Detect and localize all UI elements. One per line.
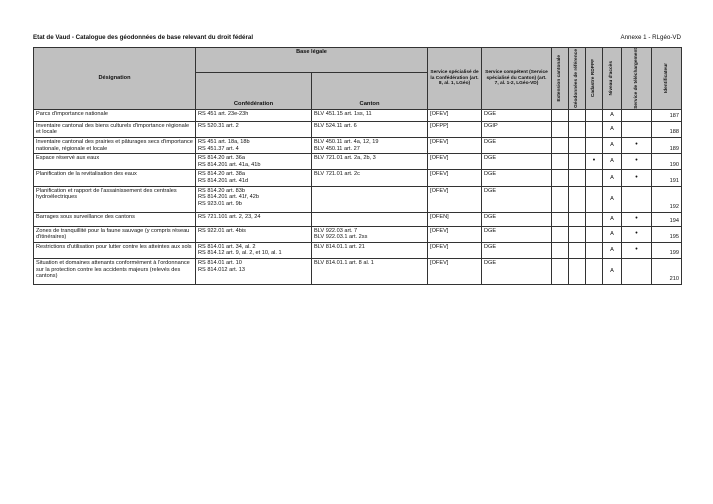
- service-specialise-cell: [OFEV]: [428, 242, 482, 258]
- service-specialise-cell: [OFEV]: [428, 258, 482, 284]
- niveau-acces-cell: A: [603, 121, 622, 137]
- extension-cantonale-cell: [552, 212, 569, 226]
- table-row: [34, 137, 682, 153]
- designation-cell: Situation et domaines attenants conformément à l'ordonnance sur la protection contre les accidents majeurs (relevés des cantons): [34, 258, 196, 284]
- service-competent-cell: DGE: [482, 170, 552, 186]
- identificateur-cell: 194: [652, 212, 682, 226]
- geodonnees-reference-cell: [569, 170, 586, 186]
- annex-label: Annexe 1 - RLgéo-VD: [620, 34, 681, 41]
- geodata-catalogue-table: [33, 47, 682, 285]
- confederation-cell-line: RS 451 art. 23e-23h: [198, 110, 249, 117]
- canton-cell: [312, 121, 428, 137]
- extension-cantonale-cell: [552, 258, 569, 284]
- table-row: [34, 212, 682, 226]
- canton-cell-line: BLV 814.01.1 art. 8 al. 1: [314, 259, 374, 266]
- service-competent-cell: DGE: [482, 154, 552, 170]
- geodonnees-reference-cell: [569, 121, 586, 137]
- col-service-specialise: Service spécialisé de la Confédération (art. 8, al. 1, LGéo): [428, 48, 482, 110]
- confederation-cell-line: RS 721.101 art. 2, 23, 24: [198, 213, 261, 220]
- canton-cell-line: BLV 524.11 art. 6: [314, 122, 357, 129]
- canton-cell: [312, 226, 428, 242]
- geodonnees-reference-cell: [569, 212, 586, 226]
- service-telechargement-cell: [622, 121, 652, 137]
- canton-cell: [312, 242, 428, 258]
- geodonnees-reference-cell: [569, 258, 586, 284]
- col-designation: Désignation: [34, 48, 196, 110]
- confederation-cell: [196, 121, 312, 137]
- col-extension-cantonale: Extension cantonale: [552, 48, 569, 110]
- confederation-cell-line: RS 922.01 art. 4bis: [198, 227, 246, 234]
- table-row: [34, 154, 682, 170]
- canton-cell: [312, 170, 428, 186]
- confederation-cell-line: RS 520.31 art. 2: [198, 122, 239, 129]
- confederation-cell: [196, 109, 312, 121]
- canton-cell: [312, 258, 428, 284]
- identificateur-cell: 199: [652, 242, 682, 258]
- cadastre-rdppf-cell: [586, 186, 603, 212]
- canton-cell: [312, 154, 428, 170]
- cadastre-rdppf-cell: [586, 170, 603, 186]
- cadastre-rdppf-cell: [586, 137, 603, 153]
- identificateur-cell: 192: [652, 186, 682, 212]
- service-specialise-cell: [OFEN]: [428, 212, 482, 226]
- canton-cell-line: BLV 922.03.1 art. 2ss: [314, 234, 368, 241]
- geodonnees-reference-cell: [569, 137, 586, 153]
- canton-cell: [312, 212, 428, 226]
- col-canton: Canton: [312, 72, 428, 109]
- confederation-cell: [196, 258, 312, 284]
- extension-cantonale-cell: [552, 226, 569, 242]
- table-body: [34, 109, 682, 284]
- designation-cell: Parcs d'importance nationale: [34, 109, 196, 121]
- designation-cell: Inventaire cantonal des biens culturels d'importance régionale et locale: [34, 121, 196, 137]
- confederation-cell-line: RS 814.012 art. 13: [198, 266, 245, 273]
- identificateur-cell: 188: [652, 121, 682, 137]
- cadastre-rdppf-cell: [586, 226, 603, 242]
- confederation-cell: [196, 186, 312, 212]
- identificateur-cell: 195: [652, 226, 682, 242]
- extension-cantonale-cell: [552, 242, 569, 258]
- service-competent-cell: DGIP: [482, 121, 552, 137]
- geodonnees-reference-cell: [569, 242, 586, 258]
- canton-cell: [312, 137, 428, 153]
- service-telechargement-cell: [622, 109, 652, 121]
- service-competent-cell: DGE: [482, 186, 552, 212]
- designation-cell: Inventaire cantonal des prairies et pâturages secs d'importance nationale, régionale et locale: [34, 137, 196, 153]
- geodonnees-reference-cell: [569, 186, 586, 212]
- designation-cell: Planification et rapport de l'assainissement des centrales hydroélectriques: [34, 186, 196, 212]
- canton-cell-line: BLV 814.01.1 art. 21: [314, 243, 365, 250]
- service-telechargement-cell: •: [622, 137, 652, 153]
- extension-cantonale-cell: [552, 154, 569, 170]
- col-confederation: Confédération: [196, 72, 312, 109]
- confederation-cell-line: RS 814.20 art. 83b: [198, 187, 245, 194]
- confederation-cell-line: RS 814.01 art. 10: [198, 259, 242, 266]
- canton-cell-line: BLV 721.01 art. 2a, 2b, 3: [314, 155, 376, 162]
- niveau-acces-cell: A: [603, 186, 622, 212]
- confederation-cell: [196, 154, 312, 170]
- niveau-acces-cell: A: [603, 137, 622, 153]
- cadastre-rdppf-cell: •: [586, 154, 603, 170]
- service-telechargement-cell: •: [622, 242, 652, 258]
- cadastre-rdppf-cell: [586, 212, 603, 226]
- niveau-acces-cell: A: [603, 170, 622, 186]
- extension-cantonale-cell: [552, 137, 569, 153]
- identificateur-cell: 187: [652, 109, 682, 121]
- service-telechargement-cell: •: [622, 226, 652, 242]
- cadastre-rdppf-cell: [586, 258, 603, 284]
- service-competent-cell: DGE: [482, 242, 552, 258]
- service-specialise-cell: [OFEV]: [428, 186, 482, 212]
- service-specialise-cell: [OFEV]: [428, 137, 482, 153]
- extension-cantonale-cell: [552, 186, 569, 212]
- cadastre-rdppf-cell: [586, 121, 603, 137]
- niveau-acces-cell: A: [603, 154, 622, 170]
- niveau-acces-cell: A: [603, 212, 622, 226]
- table-row: [34, 258, 682, 284]
- niveau-acces-cell: A: [603, 242, 622, 258]
- service-specialise-cell: [OFEV]: [428, 109, 482, 121]
- identificateur-cell: 210: [652, 258, 682, 284]
- cadastre-rdppf-cell: [586, 242, 603, 258]
- canton-cell: [312, 186, 428, 212]
- confederation-cell-line: RS 814.20 art. 38a: [198, 171, 245, 178]
- service-telechargement-cell: [622, 186, 652, 212]
- canton-cell-line: BLV 451.15 art. 1ss, 11: [314, 110, 372, 117]
- document-title: Etat de Vaud - Catalogue des géodonnées de base relevant du droit fédéral: [33, 34, 254, 41]
- confederation-cell: [196, 212, 312, 226]
- table-row: [34, 109, 682, 121]
- service-telechargement-cell: •: [622, 154, 652, 170]
- designation-cell: Zones de tranquillité pour la faune sauvage (y compris réseau d'itinéraires): [34, 226, 196, 242]
- service-specialise-cell: [OFEV]: [428, 226, 482, 242]
- col-base-legale: Base légale: [196, 48, 428, 73]
- confederation-cell-line: RS 814.201 art. 41d: [198, 177, 249, 184]
- service-competent-cell: DGE: [482, 109, 552, 121]
- niveau-acces-cell: A: [603, 258, 622, 284]
- designation-cell: Espace réservé aux eaux: [34, 154, 196, 170]
- confederation-cell-line: RS 451 art. 18a, 18b: [198, 138, 250, 145]
- service-specialise-cell: [OFEV]: [428, 170, 482, 186]
- table-row: [34, 186, 682, 212]
- table-row: [34, 226, 682, 242]
- service-telechargement-cell: •: [622, 170, 652, 186]
- col-cadastre-rdppf: Cadastre RDPPF: [586, 48, 603, 110]
- confederation-cell: [196, 137, 312, 153]
- geodonnees-reference-cell: [569, 109, 586, 121]
- extension-cantonale-cell: [552, 121, 569, 137]
- col-identificateur: Identificateur: [652, 48, 682, 110]
- identificateur-cell: 191: [652, 170, 682, 186]
- service-specialise-cell: [OFPP]: [428, 121, 482, 137]
- confederation-cell-line: RS 923.01 art. 9b: [198, 200, 242, 207]
- identificateur-cell: 190: [652, 154, 682, 170]
- extension-cantonale-cell: [552, 109, 569, 121]
- service-telechargement-cell: •: [622, 212, 652, 226]
- confederation-cell-line: RS 814.12 art. 9, al. 2, et 10, al. 1: [198, 250, 282, 257]
- confederation-cell: [196, 242, 312, 258]
- geodonnees-reference-cell: [569, 154, 586, 170]
- service-competent-cell: DGE: [482, 137, 552, 153]
- col-service-telechargement: Service de téléchargement: [622, 48, 652, 110]
- confederation-cell: [196, 226, 312, 242]
- designation-cell: Barrages sous surveillance des cantons: [34, 212, 196, 226]
- canton-cell-line: BLV 450.11 art. 4a, 12, 19: [314, 138, 379, 145]
- niveau-acces-cell: A: [603, 226, 622, 242]
- niveau-acces-cell: A: [603, 109, 622, 121]
- canton-cell-line: BLV 450.11 art. 27: [314, 145, 360, 152]
- confederation-cell-line: RS 814.01 art. 34, al. 2: [198, 243, 256, 250]
- extension-cantonale-cell: [552, 170, 569, 186]
- geodonnees-reference-cell: [569, 226, 586, 242]
- service-telechargement-cell: [622, 258, 652, 284]
- service-competent-cell: DGE: [482, 258, 552, 284]
- table-row: [34, 242, 682, 258]
- confederation-cell-line: RS 451.37 art. 4: [198, 145, 239, 152]
- confederation-cell-line: RS 814.201 art. 41a, 41b: [198, 161, 261, 168]
- table-row: [34, 170, 682, 186]
- designation-cell: Restrictions d'utilisation pour lutter contre les atteintes aux sols: [34, 242, 196, 258]
- canton-cell-line: BLV 922.03 art. 7: [314, 227, 358, 234]
- table-row: [34, 121, 682, 137]
- canton-cell-line: BLV 721.01 art. 2c: [314, 171, 360, 178]
- service-specialise-cell: [OFEV]: [428, 154, 482, 170]
- canton-cell: [312, 109, 428, 121]
- confederation-cell-line: RS 814.20 art. 36a: [198, 155, 245, 162]
- service-competent-cell: DGE: [482, 226, 552, 242]
- col-geodonnees-reference: Géodonnées de référence: [569, 48, 586, 110]
- col-niveau-acces: Niveau d'accès: [603, 48, 622, 110]
- cadastre-rdppf-cell: [586, 109, 603, 121]
- designation-cell: Planification de la revitalisation des eaux: [34, 170, 196, 186]
- service-competent-cell: DGE: [482, 212, 552, 226]
- col-service-competent: Service compétent (Service spécialisé du Canton) (art. 7, al. 1-2, LGéo-VD): [482, 48, 552, 110]
- confederation-cell-line: RS 814.201 art. 41f, 42b: [198, 194, 259, 201]
- identificateur-cell: 189: [652, 137, 682, 153]
- confederation-cell: [196, 170, 312, 186]
